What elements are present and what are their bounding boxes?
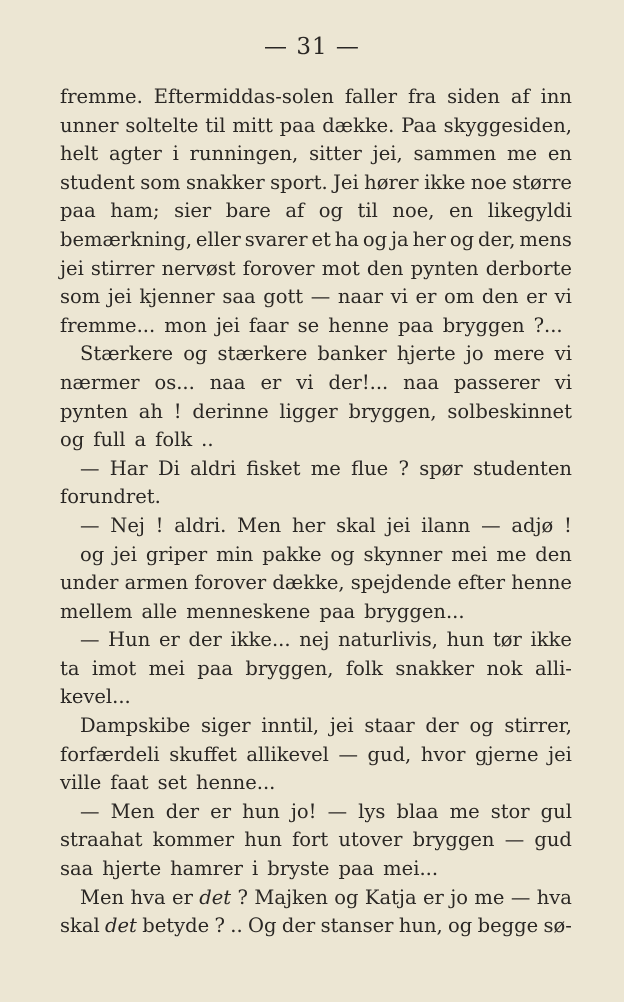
word: bryggen, bbox=[348, 399, 437, 423]
word: .. bbox=[230, 914, 243, 938]
word: henne bbox=[328, 313, 389, 337]
word: mei bbox=[451, 542, 488, 566]
word: se bbox=[297, 313, 320, 337]
word: stirrer bbox=[90, 256, 155, 280]
text-line bbox=[60, 569, 572, 598]
word: tør bbox=[492, 628, 522, 652]
word: hvor bbox=[420, 742, 466, 766]
word: bryggen bbox=[442, 313, 525, 337]
word: hva bbox=[130, 885, 166, 909]
text-line bbox=[60, 826, 572, 855]
word: bryggen... bbox=[364, 599, 465, 623]
word: jo bbox=[465, 342, 484, 366]
word: agter bbox=[108, 142, 162, 166]
word: det bbox=[105, 914, 137, 938]
word: noe bbox=[470, 170, 507, 194]
word: mens bbox=[519, 227, 572, 251]
word: me bbox=[496, 542, 527, 566]
word: dække, bbox=[272, 571, 345, 595]
word: aldri bbox=[190, 456, 237, 480]
word: gul bbox=[540, 799, 572, 823]
text-line bbox=[60, 483, 572, 512]
word: hamrer bbox=[170, 857, 243, 881]
word: jei bbox=[113, 542, 137, 566]
word: Eftermiddas-solen bbox=[153, 85, 334, 108]
word: armen bbox=[124, 571, 189, 595]
word: hva bbox=[536, 885, 572, 909]
word: inn bbox=[540, 85, 572, 108]
text-line bbox=[60, 855, 572, 884]
word: her bbox=[291, 513, 326, 537]
text-line bbox=[60, 798, 572, 827]
word: og bbox=[449, 227, 475, 251]
text-line bbox=[60, 398, 572, 427]
word: og bbox=[318, 199, 343, 223]
word: menneskene bbox=[186, 599, 311, 623]
word: og bbox=[362, 227, 388, 251]
word: bare bbox=[225, 199, 271, 223]
word: Og bbox=[248, 914, 277, 938]
word: hun bbox=[244, 828, 282, 852]
word: større bbox=[512, 170, 572, 194]
word: Men bbox=[110, 799, 155, 823]
word: jei bbox=[548, 742, 572, 766]
word: — bbox=[338, 742, 358, 766]
word: ! bbox=[564, 513, 572, 537]
word: en bbox=[449, 199, 474, 223]
word: student bbox=[60, 170, 135, 194]
word: som bbox=[60, 285, 101, 309]
word: det bbox=[199, 885, 232, 909]
word: nok bbox=[486, 656, 523, 680]
word: paa bbox=[60, 199, 96, 223]
word: aldri. bbox=[174, 513, 227, 537]
word: og bbox=[334, 885, 359, 909]
word: eller bbox=[195, 227, 241, 251]
word: jei bbox=[60, 256, 84, 280]
word: er bbox=[422, 885, 444, 909]
word: kommer bbox=[152, 828, 235, 852]
word: ? bbox=[398, 456, 409, 480]
word: snakker bbox=[185, 170, 265, 194]
word: griper bbox=[145, 542, 208, 566]
word: allikevel bbox=[246, 742, 329, 766]
word: ah bbox=[138, 399, 163, 423]
word: spør bbox=[419, 456, 463, 480]
word: likegyldi bbox=[487, 199, 572, 223]
word: Majken bbox=[254, 885, 328, 909]
word: fisket bbox=[246, 456, 301, 480]
word: under bbox=[60, 571, 119, 595]
text-line bbox=[60, 455, 572, 484]
word: bryggen bbox=[412, 828, 495, 852]
text-line bbox=[60, 197, 572, 226]
word: mellem bbox=[60, 599, 133, 623]
word: vi bbox=[554, 342, 572, 366]
word: full bbox=[93, 428, 126, 452]
word: paa bbox=[319, 599, 356, 623]
word: vi bbox=[296, 370, 314, 394]
word: Paa bbox=[401, 113, 437, 137]
word: folk bbox=[345, 656, 383, 680]
word: hjerte bbox=[102, 857, 162, 881]
word: vi bbox=[554, 285, 572, 309]
word: naa bbox=[209, 370, 246, 394]
word: der bbox=[281, 914, 316, 938]
word: lys bbox=[358, 799, 386, 823]
word: faller bbox=[344, 85, 398, 108]
word: ta bbox=[60, 656, 80, 680]
word: mei... bbox=[383, 857, 439, 881]
word: banker bbox=[317, 342, 387, 366]
word: pakke bbox=[262, 542, 322, 566]
word: — bbox=[510, 885, 531, 909]
word: henne bbox=[511, 571, 572, 595]
word: faat bbox=[110, 771, 149, 795]
word: er bbox=[172, 885, 193, 909]
word: stor bbox=[490, 799, 530, 823]
word: den bbox=[366, 256, 404, 280]
word: jo bbox=[450, 885, 469, 909]
word: forundret. bbox=[60, 485, 161, 509]
word: os... bbox=[154, 370, 195, 394]
word: me bbox=[310, 456, 341, 480]
word: er bbox=[526, 285, 547, 309]
word: vi bbox=[554, 370, 572, 394]
word: ? bbox=[237, 885, 248, 909]
word: paa bbox=[279, 113, 316, 137]
word: ! bbox=[173, 399, 182, 423]
word: i bbox=[251, 857, 259, 881]
word: kevel... bbox=[60, 685, 131, 709]
word: den bbox=[535, 542, 572, 566]
word: staar bbox=[364, 714, 415, 738]
word: bemærkning, bbox=[60, 227, 193, 251]
word: folk bbox=[155, 428, 193, 452]
word: der bbox=[165, 799, 200, 823]
word: min bbox=[216, 542, 254, 566]
word: derinne bbox=[192, 399, 269, 423]
word: paa bbox=[397, 313, 434, 337]
word: forover bbox=[194, 571, 267, 595]
word: hun, bbox=[398, 914, 443, 938]
text-line bbox=[60, 112, 572, 141]
page-number: — 31 — bbox=[264, 34, 360, 60]
word: er bbox=[260, 370, 282, 394]
word: — bbox=[327, 799, 348, 823]
text-line bbox=[60, 598, 572, 627]
word: sammen bbox=[413, 142, 497, 166]
word: passerer bbox=[453, 370, 540, 394]
word: et bbox=[311, 227, 331, 251]
word: jei bbox=[107, 285, 132, 309]
word: og bbox=[448, 914, 473, 938]
word: flue bbox=[351, 456, 389, 480]
text-line bbox=[60, 169, 572, 198]
text-line bbox=[60, 369, 572, 398]
word: Jei bbox=[333, 170, 359, 194]
word: saa bbox=[60, 857, 94, 881]
word: — bbox=[80, 456, 100, 480]
word: naar bbox=[337, 285, 384, 309]
word: derborte bbox=[485, 256, 572, 280]
word: ilann bbox=[421, 513, 471, 537]
word: — bbox=[481, 513, 501, 537]
word: til bbox=[205, 113, 226, 137]
word: der bbox=[425, 714, 459, 738]
text-line bbox=[60, 312, 572, 341]
word: og bbox=[60, 428, 85, 452]
word: alli- bbox=[534, 656, 572, 680]
word: ja bbox=[390, 227, 409, 251]
word: — bbox=[80, 513, 100, 537]
word: skyggesiden, bbox=[443, 113, 572, 137]
word: en bbox=[547, 142, 572, 166]
word: stærkere bbox=[217, 342, 308, 366]
word: me bbox=[474, 885, 505, 909]
text-line bbox=[60, 283, 572, 312]
word: ! bbox=[155, 513, 164, 537]
word: sitter bbox=[309, 142, 362, 166]
word: jo! bbox=[290, 799, 317, 823]
text-line bbox=[60, 884, 572, 913]
word: som bbox=[140, 170, 181, 194]
word: ? bbox=[214, 914, 225, 938]
word: runningen, bbox=[189, 142, 299, 166]
word: og bbox=[80, 542, 105, 566]
word: ikke... bbox=[230, 628, 291, 652]
word: og bbox=[330, 542, 355, 566]
word: straahat bbox=[60, 828, 143, 852]
word: sier bbox=[174, 199, 212, 223]
word: fremme. bbox=[60, 85, 143, 108]
word: forfærdeli bbox=[60, 742, 160, 766]
word: ikke bbox=[424, 170, 466, 194]
word: er bbox=[415, 285, 437, 309]
word: fremme... bbox=[60, 313, 156, 337]
text-line bbox=[60, 683, 572, 712]
word: me bbox=[449, 799, 480, 823]
text-line bbox=[60, 541, 572, 570]
word: Hun bbox=[108, 628, 151, 652]
text-line bbox=[60, 769, 572, 798]
word: skynner bbox=[363, 542, 443, 566]
word: blaa bbox=[396, 799, 439, 823]
word: dække. bbox=[322, 113, 395, 137]
text-line bbox=[60, 426, 572, 455]
word: vi bbox=[390, 285, 408, 309]
word: sø- bbox=[543, 914, 572, 938]
word: Di bbox=[157, 456, 180, 480]
word: pynten bbox=[60, 399, 128, 423]
word: er bbox=[158, 628, 180, 652]
word: pynten bbox=[410, 256, 479, 280]
text-line bbox=[60, 712, 572, 741]
body-text bbox=[60, 83, 572, 941]
word: siden bbox=[447, 85, 500, 108]
word: imot bbox=[91, 656, 137, 680]
text-line bbox=[60, 912, 572, 941]
word: efter bbox=[457, 571, 506, 595]
word: mon bbox=[164, 313, 207, 337]
word: ham; bbox=[110, 199, 160, 223]
word: stirrer, bbox=[504, 714, 572, 738]
word: skal bbox=[336, 513, 376, 537]
word: her bbox=[412, 227, 446, 251]
word: af bbox=[285, 199, 305, 223]
word: der bbox=[188, 628, 222, 652]
word: set bbox=[157, 771, 187, 795]
word: der, bbox=[478, 227, 516, 251]
word: nej bbox=[299, 628, 330, 652]
word: Katja bbox=[364, 885, 417, 909]
word: kjenner bbox=[139, 285, 215, 309]
word: betyde bbox=[142, 914, 210, 938]
word: sport. bbox=[270, 170, 328, 194]
word: noe, bbox=[392, 199, 435, 223]
word: er bbox=[210, 799, 232, 823]
word: spejdende bbox=[350, 571, 452, 595]
word: skuffet bbox=[169, 742, 237, 766]
word: a bbox=[134, 428, 147, 452]
text-line bbox=[60, 741, 572, 770]
word: mot bbox=[321, 256, 360, 280]
word: af bbox=[510, 85, 530, 108]
word: siger bbox=[201, 714, 251, 738]
word: henne... bbox=[195, 771, 276, 795]
word: studenten bbox=[473, 456, 572, 480]
word: unner bbox=[60, 113, 119, 137]
word: naturlivis, bbox=[338, 628, 438, 652]
word: adjø bbox=[511, 513, 554, 537]
text-line bbox=[60, 626, 572, 655]
word: og bbox=[469, 714, 494, 738]
word: hun bbox=[446, 628, 485, 652]
word: naa bbox=[403, 370, 439, 394]
word: solbeskinnet bbox=[447, 399, 572, 423]
word: ikke bbox=[530, 628, 572, 652]
word: og bbox=[183, 342, 208, 366]
word: skal bbox=[60, 914, 100, 938]
word: hun bbox=[242, 799, 280, 823]
word: ville bbox=[60, 771, 102, 795]
word: gjerne bbox=[475, 742, 539, 766]
word: Men bbox=[80, 885, 125, 909]
word: i bbox=[172, 142, 179, 166]
word: jei, bbox=[372, 142, 403, 166]
word: — bbox=[310, 285, 331, 309]
word: fort bbox=[292, 828, 329, 852]
word: soltelte bbox=[125, 113, 199, 137]
word: — bbox=[80, 628, 100, 652]
word: me bbox=[507, 142, 538, 166]
word: .. bbox=[201, 428, 214, 452]
word: begge bbox=[477, 914, 539, 938]
word: gud, bbox=[367, 742, 412, 766]
word: Men bbox=[237, 513, 282, 537]
word: hører bbox=[364, 170, 419, 194]
word: mei bbox=[148, 656, 185, 680]
word: ?... bbox=[533, 313, 563, 337]
text-line bbox=[60, 255, 572, 284]
word: hjerte bbox=[396, 342, 456, 366]
word: paa bbox=[197, 656, 234, 680]
word: alle bbox=[141, 599, 178, 623]
word: inntil, bbox=[261, 714, 320, 738]
text-line bbox=[60, 226, 572, 255]
word: stanser bbox=[320, 914, 394, 938]
text-line bbox=[60, 140, 572, 169]
word: utover bbox=[338, 828, 403, 852]
word: — bbox=[504, 828, 525, 852]
word: paa bbox=[338, 857, 375, 881]
word: snakker bbox=[395, 656, 475, 680]
word: nærmer bbox=[60, 370, 140, 394]
word: Stærkere bbox=[80, 342, 174, 366]
word: fra bbox=[407, 85, 437, 108]
word: den bbox=[481, 285, 519, 309]
text-line bbox=[60, 512, 572, 541]
word: gud bbox=[534, 828, 572, 852]
word: der!... bbox=[328, 370, 389, 394]
word: Har bbox=[109, 456, 148, 480]
word: bryste bbox=[267, 857, 330, 881]
word: mitt bbox=[232, 113, 273, 137]
word: faar bbox=[248, 313, 289, 337]
text-line bbox=[60, 340, 572, 369]
word: forover bbox=[242, 256, 315, 280]
word: nervøst bbox=[161, 256, 236, 280]
word: mere bbox=[493, 342, 545, 366]
text-line bbox=[60, 83, 572, 112]
word: jei bbox=[329, 714, 354, 738]
word: helt bbox=[60, 142, 99, 166]
word: til bbox=[357, 199, 378, 223]
word: saa bbox=[222, 285, 256, 309]
word: ligger bbox=[279, 399, 338, 423]
word: jei bbox=[386, 513, 411, 537]
word: ha bbox=[334, 227, 359, 251]
word: — bbox=[80, 799, 100, 823]
text-line bbox=[60, 655, 572, 684]
word: Nej bbox=[110, 513, 145, 537]
word: jei bbox=[216, 313, 240, 337]
word: bryggen, bbox=[245, 656, 334, 680]
word: Dampskibe bbox=[80, 714, 191, 738]
word: om bbox=[444, 285, 475, 309]
word: gott bbox=[263, 285, 304, 309]
word: svarer bbox=[244, 227, 308, 251]
